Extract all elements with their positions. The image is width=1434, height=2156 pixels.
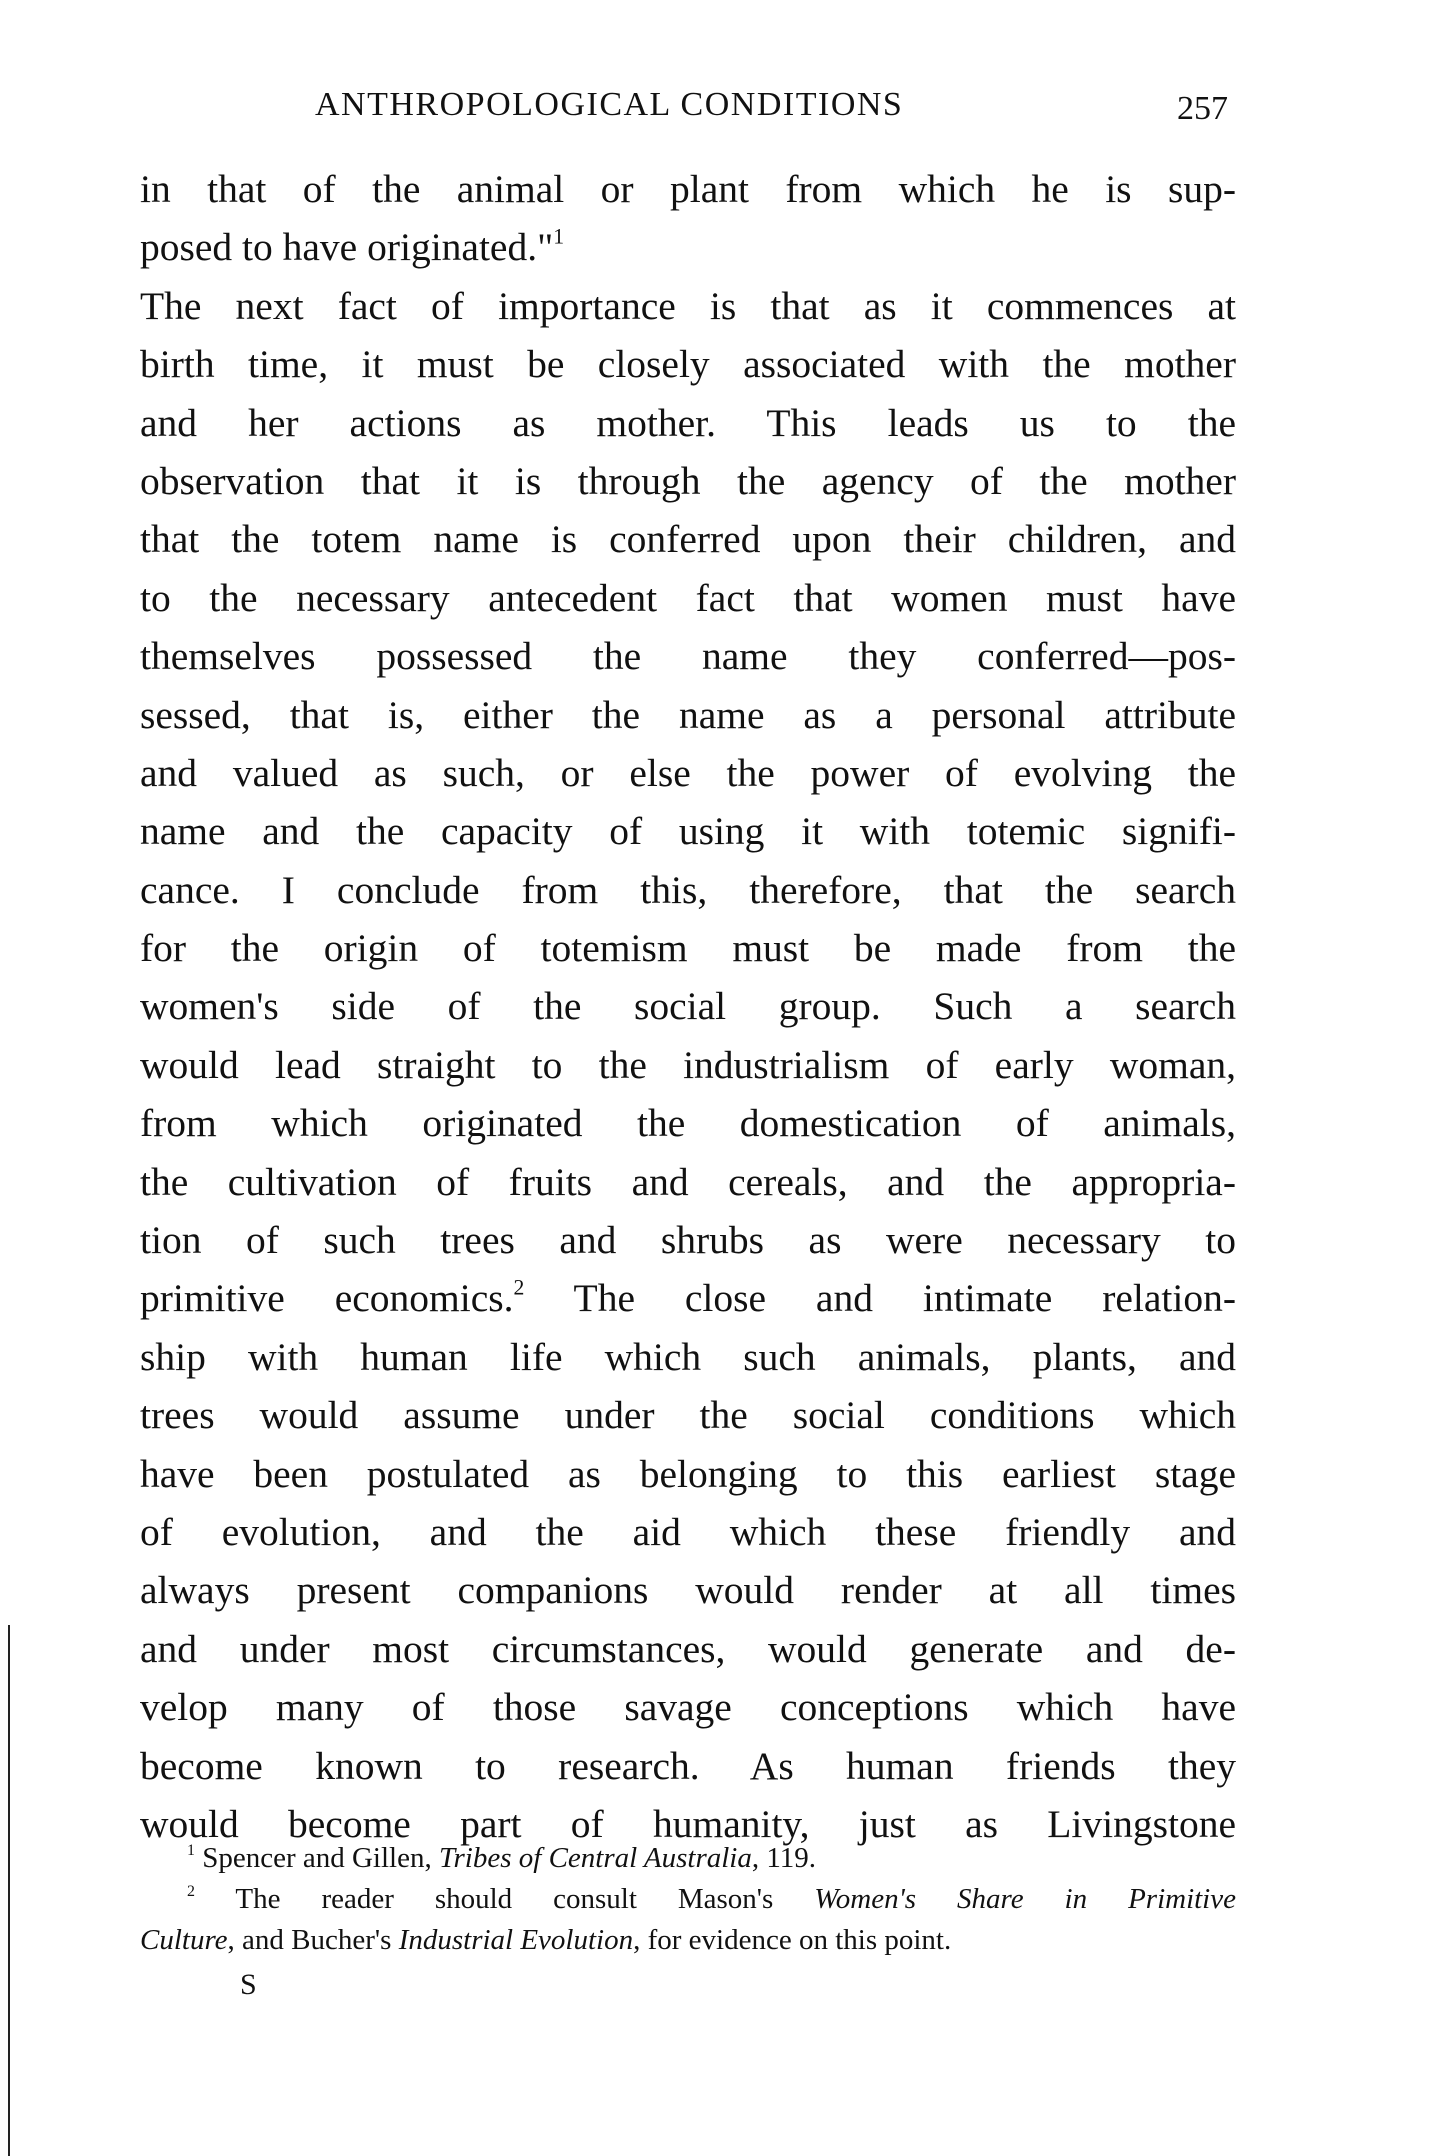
scan-edge-line <box>8 1625 10 2156</box>
text-line: always present companions would render at all times <box>140 1568 1236 1613</box>
cited-title: Women's Share in Primitive <box>814 1883 1236 1915</box>
footnote-ref-1: 1 <box>553 225 565 250</box>
text-line: themselves possessed the name they conferred—pos- <box>140 634 1236 679</box>
page-number: 257 <box>1177 90 1228 127</box>
footnote-text: The reader should consult Mason's <box>235 1883 815 1915</box>
text-line <box>140 218 1236 276</box>
footnote-text: , for evidence on this point. <box>633 1924 952 1956</box>
text-line: sessed, that is, either the name as a personal attribute <box>140 692 1236 737</box>
text-line: trees would assume under the social conditions which <box>140 1393 1236 1438</box>
text-line: velop many of those savage conceptions which have <box>140 1685 1236 1730</box>
text-line: of evolution, and the aid which these friendly and <box>140 1509 1236 1554</box>
cited-title: Tribes of Central Australia <box>438 1842 752 1874</box>
text-line: in that of the animal or plant from which he is sup- <box>140 167 1236 211</box>
signature-mark: S <box>240 1968 257 2001</box>
cited-title: Industrial Evolution <box>398 1924 634 1956</box>
footnote-text: , and Bucher's <box>227 1924 399 1956</box>
text-line: ship with human life which such animals, plants, and <box>140 1334 1236 1379</box>
text-line: to the necessary antecedent fact that women must have <box>140 575 1236 620</box>
text-line: observation that it is through the agency of the mother <box>140 458 1236 503</box>
text-line: would become part of humanity, just as Livingstone <box>140 1801 1236 1846</box>
footnote-2-continued <box>140 1920 1236 1961</box>
text-line: for the origin of totemism must be made from the <box>140 926 1236 971</box>
text-line: that the totem name is conferred upon their children, and <box>140 517 1236 562</box>
line-text: primitive economics. <box>140 1276 514 1321</box>
running-title: ANTHROPOLOGICAL CONDITIONS <box>315 86 904 123</box>
footnotes <box>140 1838 1236 1961</box>
text-line: the cultivation of fruits and cereals, and the appropria- <box>140 1159 1236 1204</box>
line-text: posed to have originated." <box>140 225 554 270</box>
body-text <box>140 160 1236 1853</box>
text-line <box>140 1269 1236 1327</box>
paragraph-start: The next fact of importance is that as it commences at <box>140 283 1236 328</box>
text-line: have been postulated as belonging to this earliest stage <box>140 1451 1236 1496</box>
text-line: would lead straight to the industrialism of early woman, <box>140 1042 1236 1087</box>
footnote-text: Spencer and Gillen, <box>202 1842 439 1874</box>
footnote-text: , 119. <box>751 1842 817 1874</box>
text-line: cance. I conclude from this, therefore, that the search <box>140 867 1236 912</box>
text-line: name and the capacity of using it with totemic signifi- <box>140 809 1236 854</box>
text-line: women's side of the social group. Such a search <box>140 984 1236 1029</box>
running-header <box>140 86 1236 136</box>
cited-title: Culture <box>140 1924 228 1956</box>
footnote-mark: 2 <box>187 1883 195 1901</box>
text-line: birth time, it must be closely associated with the mother <box>140 342 1236 387</box>
footnote-1 <box>140 1838 1236 1879</box>
footnote-2 <box>140 1879 1236 1920</box>
text-line: become known to research. As human friends they <box>140 1743 1236 1788</box>
text-line: and under most circumstances, would generate and de- <box>140 1626 1236 1671</box>
text-line: tion of such trees and shrubs as were necessary to <box>140 1218 1236 1263</box>
text-line: and valued as such, or else the power of evolving the <box>140 750 1236 795</box>
line-text: The close and intimate relation- <box>524 1276 1236 1321</box>
text-line: and her actions as mother. This leads us to the <box>140 400 1236 445</box>
text-line: from which originated the domestication of animals, <box>140 1101 1236 1146</box>
footnote-mark: 1 <box>187 1842 195 1860</box>
footnote-ref-2: 2 <box>513 1276 525 1301</box>
